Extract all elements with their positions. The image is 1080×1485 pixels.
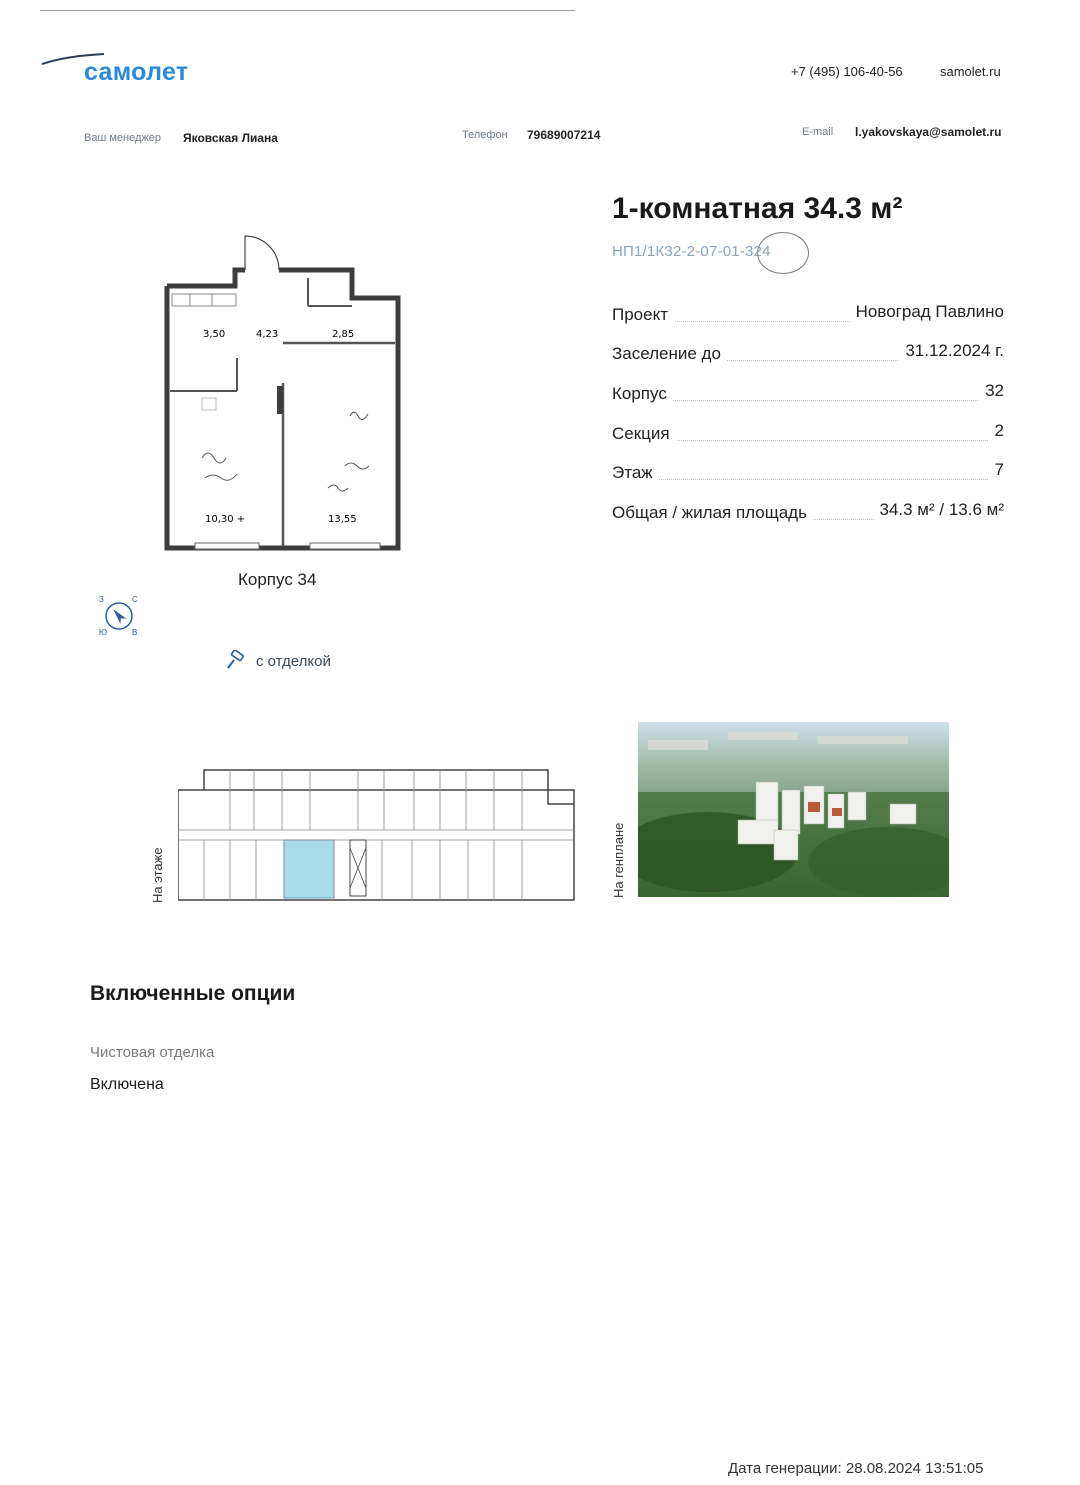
spec-label: Секция: [612, 424, 676, 444]
spec-value: 2: [989, 421, 1004, 441]
spec-label: Корпус: [612, 384, 673, 404]
header-phone[interactable]: +7 (495) 106-40-56: [791, 64, 903, 79]
spec-label: Проект: [612, 305, 674, 325]
genplan-label: На генплане: [611, 822, 626, 898]
manager-email[interactable]: l.yakovskaya@samolet.ru: [855, 125, 1002, 139]
compass-w: З: [99, 595, 104, 604]
building-label: Корпус 34: [238, 570, 317, 589]
manager-name: Яковская Лиана: [183, 131, 278, 145]
apartment-code: НП1/1К32-2-07-01-324: [612, 243, 771, 260]
genplan-aerial-image[interactable]: [638, 722, 949, 897]
floor-plan-label: На этаже: [150, 847, 165, 903]
compass-icon: [96, 593, 142, 639]
spec-value: 34.3 м² / 13.6 м²: [874, 500, 1005, 520]
paint-roller-icon: [225, 650, 245, 670]
option-value: Включена: [90, 1076, 164, 1093]
spec-label: Общая / жилая площадь: [612, 503, 813, 523]
apartment-floor-plan: [150, 228, 420, 558]
apartment-title: 1-комнатная 34.3 м²: [612, 192, 903, 225]
phone-label: Телефон: [462, 129, 508, 141]
spec-value: 31.12.2024 г.: [899, 341, 1004, 361]
room-area-2: 4,23: [256, 329, 279, 340]
spec-value: Новоград Павлино: [850, 302, 1004, 322]
spec-value: 7: [989, 460, 1004, 480]
spec-label: Заселение до: [612, 344, 727, 364]
room-area-5: 13,55: [328, 514, 357, 525]
finish-label: с отделкой: [256, 653, 331, 670]
room-area-4: 10,30 +: [205, 514, 246, 525]
spec-row-floor: [612, 460, 1004, 484]
spec-label: Этаж: [612, 463, 659, 483]
spec-row-section: [612, 421, 1004, 445]
room-area-3: 2,85: [332, 329, 355, 340]
spec-row-building: [612, 381, 1004, 405]
brand-logo[interactable]: самолет: [84, 58, 189, 86]
compass-s: Ю: [99, 628, 108, 637]
spec-row-project: [612, 302, 1004, 326]
spec-row-move-in: [612, 341, 1004, 365]
manager-phone[interactable]: 79689007214: [527, 128, 601, 142]
floor-layout-plan: [178, 768, 578, 904]
options-title: Включенные опции: [90, 982, 296, 1005]
compass-n: С: [132, 595, 138, 604]
manager-label: Ваш менеджер: [84, 132, 161, 144]
header-site-link[interactable]: samolet.ru: [940, 64, 1001, 79]
room-area-1: 3,50: [203, 329, 226, 340]
spec-value: 32: [979, 381, 1004, 401]
spec-row-area: [612, 500, 1004, 524]
email-label: E-mail: [802, 126, 834, 138]
compass-e: В: [132, 628, 138, 637]
scan-edge-line: [40, 10, 575, 11]
generation-date: Дата генерации: 28.08.2024 13:51:05: [728, 1460, 984, 1477]
option-label: Чистовая отделка: [90, 1044, 215, 1061]
